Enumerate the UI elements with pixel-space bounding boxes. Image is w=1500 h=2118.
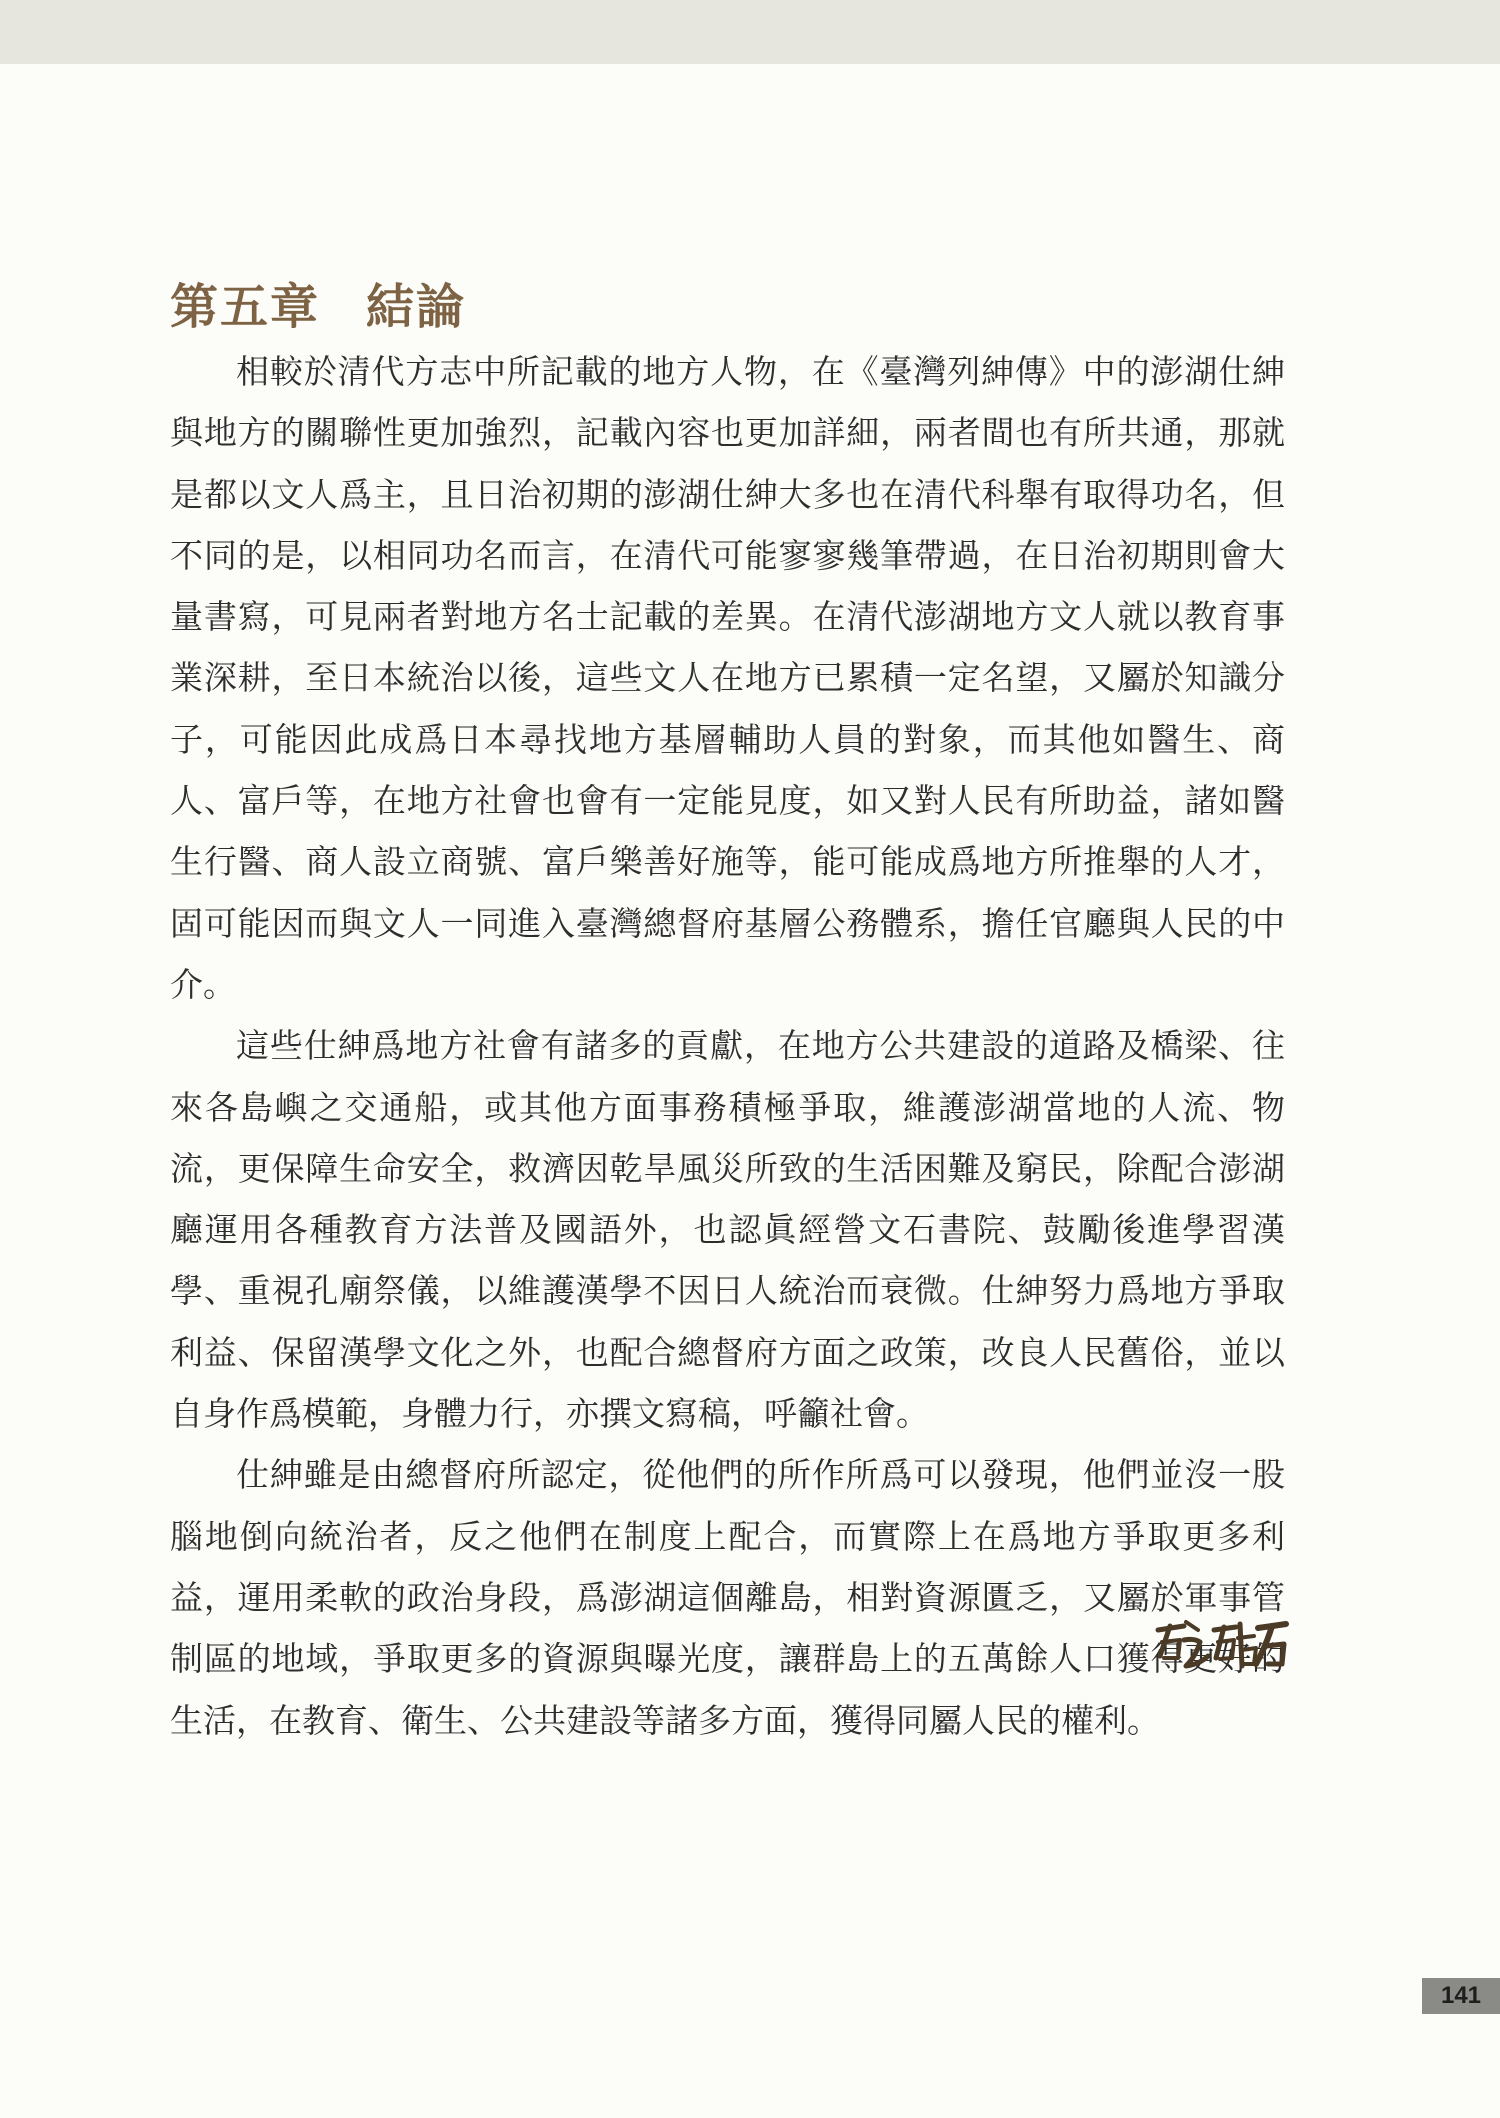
page-number: 141 (1440, 1982, 1482, 2009)
scan-top-band (0, 0, 1500, 64)
calligraphy-signature (1150, 1612, 1290, 1676)
chapter-number: 第五章 (170, 279, 321, 335)
page-number-tab (1422, 1978, 1500, 2014)
paragraph-1: 相較於清代方志中所記載的地方人物，在《臺灣列紳傳》中的澎湖仕紳與地方的關聯性更加強烈，記載內容也更加詳細，兩者間也有所共通，那就是都以文人爲主，且日治初期的澎湖仕紳大多也在清代科舉有取得功名，但不同的是，以相同功名而言，在清代可能寥寥幾筆帶過，在日治初期則會大量書寫，可見兩者對地方名士記載的差異。在清代澎湖地方文人就以教育事業深耕，至日本統治以後，這些文人在地方已累積一定名望，又屬於知識分子，可能因此成爲日本尋找地方基層輔助人員的對象，而其他如醫生、商人、富戶等，在地方社會也會有一定能見度，如又對人民有所助益，諸如醫生行醫、商人設立商號、富戶樂善好施等，能可能成爲地方所推舉的人才，固可能因而與文人一同進入臺灣總督府基層公務體系，擔任官廳與人民的中介。 (170, 352, 1285, 1004)
body-text (170, 341, 1285, 1751)
chapter-heading (170, 272, 466, 342)
paragraph-3: 仕紳雖是由總督府所認定，從他們的所作所爲可以發現，他們並沒一股腦地倒向統治者，反之他們在制度上配合，而實際上在爲地方爭取更多利益，運用柔軟的政治身段，爲澎湖這個離島，相對資源匱乏，又屬於軍事管制區的地域，爭取更多的資源與曝光度，讓群島上的五萬餘人口獲得更好的生活，在教育、衛生、公共建設等諸多方面，獲得同屬人民的權利。 (170, 1455, 1285, 1740)
paragraph-2: 這些仕紳爲地方社會有諸多的貢獻，在地方公共建設的道路及橋梁、往來各島嶼之交通船，或其他方面事務積極爭取，維護澎湖當地的人流、物流，更保障生命安全，救濟因乾旱風災所致的生活困難及窮民，除配合澎湖廳運用各種教育方法普及國語外，也認眞經營文石書院、鼓勵後進學習漢學、重視孔廟祭儀，以維護漢學不因日人統治而衰微。仕紳努力爲地方爭取利益、保留漢學文化之外，也配合總督府方面之政策，改良人民舊俗，並以自身作爲模範，身體力行，亦撰文寫稿，呼籲社會。 (170, 1026, 1285, 1434)
chapter-title-text: 結論 (366, 279, 467, 335)
